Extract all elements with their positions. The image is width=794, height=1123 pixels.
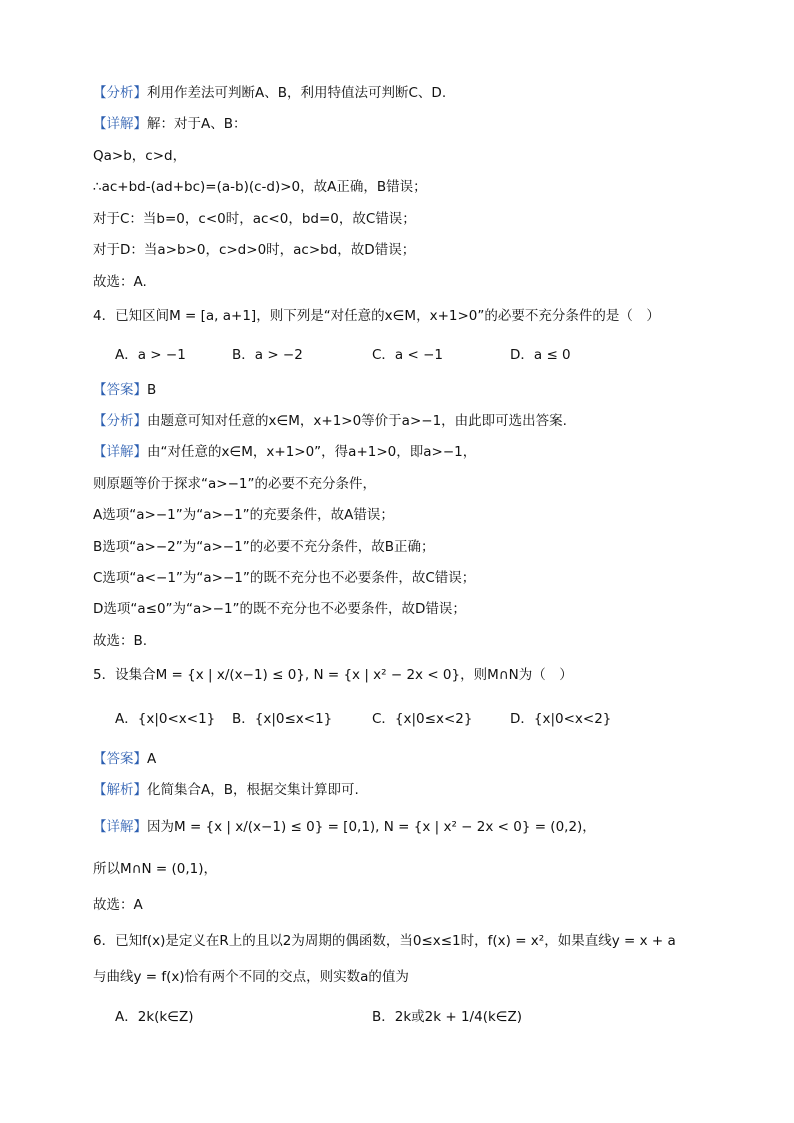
answer-text: B [147,382,157,398]
analysis-tag: 【解析】 [93,782,147,798]
q3-choose: 故选：A. [93,274,147,290]
detail-tag: 【详解】 [93,116,147,132]
q5-detail [93,818,596,836]
analysis-text: 利用作差法可判断A、B，利用特值法可判断C、D. [147,85,447,101]
q5-option-d: D．{x|0<x<2} [510,711,612,727]
q5-analysis [93,781,359,799]
q5-choose: 故选：A [93,897,143,913]
q3-line-4: 对于D：当a>b>0，c>d>0时，ac>bd，故D错误； [93,242,416,258]
answer-text: A [147,751,157,767]
q3-analysis [93,84,446,102]
q3-line-2: ∴ac+bd-(ad+bc)=(a-b)(c-d)>0，故A正确，B错误； [93,179,427,195]
q5-line-1: 所以M∩N = (0,1)， [93,861,218,877]
q5-answer [93,750,156,768]
q4-option-d: D．a ≤ 0 [510,347,571,363]
q4-detail [93,443,476,461]
detail-tag: 【详解】 [93,444,147,460]
analysis-text: 由题意可知对任意的x∈M，x+1>0等价于a>−1，由此即可选出答案. [147,413,567,429]
q3-detail [93,115,247,133]
q5-option-c: C．{x|0≤x<2} [372,711,473,727]
q6-stem: 6．已知f(x)是定义在R上的且以2为周期的偶函数，当0≤x≤1时，f(x) = x²，如果直线y = x + a [93,933,676,949]
detail-text: 因为M = {x | x/(x−1) ≤ 0} = [0,1), N = {x | x² − 2x < 0} = (0,2)， [147,819,596,835]
detail-text: 解：对于A、B： [147,116,247,132]
q4-option-c: C．a < −1 [372,347,443,363]
q4-line-2: A选项“a>−1”为“a>−1”的充要条件，故A错误； [93,507,394,523]
q4-option-a: A．a > −1 [115,347,186,363]
q4-line-5: D选项“a≤0”为“a>−1”的既不充分也不必要条件，故D错误； [93,601,466,617]
q4-analysis [93,412,567,430]
q5-option-b: B．{x|0≤x<1} [232,711,333,727]
q4-line-3: B选项“a>−2”为“a>−1”的必要不充分条件，故B正确； [93,539,435,555]
q4-choose: 故选：B. [93,633,148,649]
answer-tag: 【答案】 [93,382,147,398]
q6-option-a: A．2k(k∈Z) [115,1009,194,1025]
q4-option-b: B．a > −2 [232,347,303,363]
q4-stem: 4．已知区间M = [a, a+1]，则下列是“对任意的x∈M，x+1>0”的必要不充分条件的是（ ） [93,308,660,324]
q6-option-b: B．2k或2k + 1/4(k∈Z) [372,1009,523,1025]
detail-text: 由“对任意的x∈M，x+1>0”，得a+1>0，即a>−1， [147,444,477,460]
answer-tag: 【答案】 [93,751,147,767]
analysis-text: 化简集合A，B，根据交集计算即可. [147,782,359,798]
detail-tag: 【详解】 [93,819,147,835]
q3-line-1: Qa>b，c>d， [93,148,187,164]
q4-line-1: 则原题等价于探求“a>−1”的必要不充分条件， [93,476,376,492]
analysis-tag: 【分析】 [93,85,147,101]
q4-line-4: C选项“a<−1”为“a>−1”的既不充分也不必要条件，故C错误； [93,570,476,586]
analysis-tag: 【分析】 [93,413,147,429]
q3-line-3: 对于C：当b=0，c<0时，ac<0，bd=0，故C错误； [93,211,416,227]
q5-stem: 5．设集合M = {x | x/(x−1) ≤ 0}, N = {x | x² − 2x < 0}，则M∩N为（ ） [93,667,573,683]
q5-option-a: A．{x|0<x<1} [115,711,216,727]
q4-answer [93,381,156,399]
q6-stem-2: 与曲线y = f(x)恰有两个不同的交点，则实数a的值为 [93,969,409,985]
